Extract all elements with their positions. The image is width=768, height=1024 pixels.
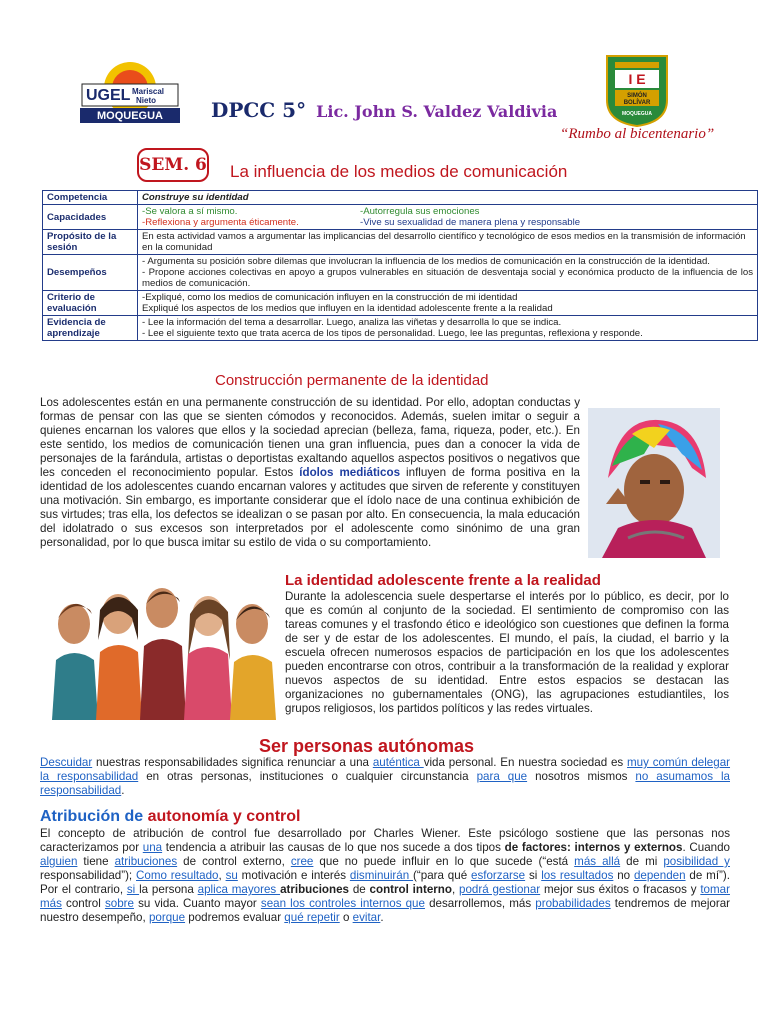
svg-text:Mariscal: Mariscal xyxy=(132,87,165,96)
group-of-teens-photo xyxy=(46,570,278,720)
section-heading-autonomy: Ser personas autónomas xyxy=(259,736,475,756)
svg-text:UGEL: UGEL xyxy=(86,87,131,104)
link-autentica[interactable]: auténtica xyxy=(372,756,424,769)
row-label: Propósito de la sesión xyxy=(43,230,138,255)
svg-text:BOLÍVAR: BOLÍVAR xyxy=(623,100,651,106)
desempenos-value: - Argumenta su posición sobre dilemas que involucran la influencia de los medios de comunicación en la construcción de la identidad. - Propone acciones colectivas en apoyo a grupos vulnerables en situación de desventaja social y económica producto de la influencia de los medios de comunicación. xyxy=(138,255,758,291)
section-heading-reality: La identidad adolescente frente a la realidad xyxy=(285,572,601,589)
link-si[interactable]: si xyxy=(126,883,140,896)
identity-paragraph: Los adolescentes están en una permanente construcción de su identidad. Por ello, adoptan conductas y formas de pensar con las que se sienten cómodos y reconocidos. Además, suelen imitar o seguir a quienes encarnan los valores que ellos y la sociedad aprecian (belleza, fama, riqueza, poder, etc.). En este sentido, los medios de comunicación tienen una gran influencia, pues dan a conocer la vida de personajes de la farándula, artistas o deportistas exaltando aquellos aspectos positivos o negativos que les conceden el reconocimiento popular. Estos ídolos mediáticos influyen de forma positiva en la identidad de los adolescentes cuando encarnan valores y actitudes que sirven de referente y constituyen una motivación. Sin embargo, es importante considerar que el ídolo nace de una continua exhibición de sus virtudes; tras ella, los defectos se idealizan o se pasan por alto. En consecuencia, la mala educación del idolatrado o sus excesos son interpretados por el adolescente como sinónimo de una gran personalidad, por lo que busca imitar su estilo de vida o su comportamiento. xyxy=(40,396,580,549)
link-mas-alla[interactable]: más allá xyxy=(574,855,621,868)
week-label: SEM. 6 xyxy=(139,155,207,175)
link-probabilidades[interactable]: probabilidades xyxy=(535,897,611,910)
link-delegar[interactable]: muy común delegar la responsabilidad xyxy=(40,756,731,783)
link-alguien[interactable]: alguien xyxy=(40,855,78,868)
link-cree[interactable]: cree xyxy=(290,855,314,868)
link-posibilidad[interactable]: posibilidad y xyxy=(663,855,730,868)
table-row xyxy=(43,191,758,205)
reality-paragraph: Durante la adolescencia suele despertarse el interés por lo público, es decir, por lo que es común al conjunto de la sociedad. El sentimiento de compromiso con las tareas comunes y el trasfondo ético e ideológico son cuestiones que definen la forma de ser y de estar de los adolescentes. El mundo, el país, la ciudad, el barrio y la escuela ofrecen numerosos espacios de participación en los que los adolescentes pueden encontrarse con otros, contribuir a la transformación de la realidad y explorar nuevos aspectos de su identidad. Entre estos espacios se destacan las organizaciones no gubernamentales (ONG), las agrupaciones estudiantiles, los grupos religiosos, los partidos políticos y las redes virtuales. xyxy=(285,590,729,715)
link-como-resultado[interactable]: Como resultado xyxy=(136,869,219,882)
section-heading-identity: Construcción permanente de la identidad xyxy=(215,372,489,389)
session-info-table xyxy=(42,190,758,341)
capacidades-right: -Autorregula sus emociones -Vive su sexualidad de manera plena y responsable xyxy=(356,205,758,230)
teacher-name: Lic. John S. Valdez Valdivia xyxy=(316,102,558,121)
colorful-hair-teen-photo xyxy=(588,408,720,558)
svg-text:Nieto: Nieto xyxy=(136,96,156,105)
link-su[interactable]: su xyxy=(225,869,238,882)
row-label: Desempeños xyxy=(43,255,138,291)
link-dependen[interactable]: dependen xyxy=(633,869,686,882)
capacidades-left: -Se valora a sí mismo. -Reflexiona y argumenta éticamente. xyxy=(138,205,357,230)
criterio-value: -Expliqué, como los medios de comunicación influyen en la construcción de mi identidad Expliqué los aspectos de los medios que influyen en la identidad adolescente frente a la realidad xyxy=(138,291,758,316)
table-row xyxy=(43,230,758,255)
link-aplica-mayores[interactable]: aplica mayores xyxy=(197,883,281,896)
autonomy-paragraph: Descuidar nuestras responsabilidades significa renunciar a una auténtica vida personal. En nuestra sociedad es muy común delegar la responsabilidad en otras personas, instituciones o cualquier circunstancia para que nosotros mismos no asumamos la responsabilidad. xyxy=(40,756,731,797)
course-name: DPCC 5° xyxy=(211,98,307,122)
link-sobre[interactable]: sobre xyxy=(104,897,134,910)
ugel-logo xyxy=(78,58,182,126)
link-podra-gestionar[interactable]: podrá gestionar xyxy=(459,883,541,896)
proposito-value: En esta actividad vamos a argumentar las implicancias del desarrollo científico y tecnológico de esos medios en la transmisión de información en la comunidad xyxy=(138,230,758,255)
motto: “Rumbo al bicentenario” xyxy=(560,126,715,142)
row-label: Evidencia de aprendizaje xyxy=(43,316,138,341)
row-label: Criterio de evaluación xyxy=(43,291,138,316)
link-los-resultados[interactable]: los resultados xyxy=(541,869,614,882)
link-descuidar[interactable]: Descuidar xyxy=(40,756,93,769)
svg-text:MOQUEGUA: MOQUEGUA xyxy=(97,110,163,122)
link-esforzarse[interactable]: esforzarse xyxy=(471,869,526,882)
table-row xyxy=(43,205,758,230)
table-row xyxy=(43,291,758,316)
session-title: La influencia de los medios de comunicación xyxy=(230,162,568,181)
link-evitar[interactable]: evitar xyxy=(352,911,381,924)
svg-text:I E: I E xyxy=(628,71,646,87)
link-porque[interactable]: porque xyxy=(148,911,186,924)
svg-text:MOQUEGUA: MOQUEGUA xyxy=(622,111,652,117)
week-badge xyxy=(137,148,209,182)
link-tomar-mas[interactable]: tomar más xyxy=(40,883,730,910)
table-row xyxy=(43,255,758,291)
evidencia-value: - Lee la información del tema a desarrollar. Luego, analiza las viñetas y desarrolla lo que se indica. - Lee el siguiente texto que trata acerca de los tipos de personalidad. Luego, lee las preguntas, reflexiona y responde. xyxy=(138,316,758,341)
row-label: Capacidades xyxy=(43,205,138,230)
table-row xyxy=(43,316,758,341)
section-heading-attribution: Atribución de autonomía y control xyxy=(40,808,301,825)
competencia-value: Construye su identidad xyxy=(138,191,758,205)
link-no-asumamos[interactable]: no asumamos la responsabilidad xyxy=(40,770,730,797)
link-una[interactable]: una xyxy=(142,841,163,854)
attribution-paragraph: El concepto de atribución de control fue desarrollado por Charles Wiener. Este psicólogo sostiene que las personas nos caracterizamos por una tendencia a atribuir las causas de lo que nos sucede a dos tipos de factores: internos y externos. Cuando alguien tiene atribuciones de control externo, cree que no puede influir en lo que sucede (“está más allá de mi posibilidad y responsabilidad”); Como resultado, su motivación e interés disminuirán (“para qué esforzarse si los resultados no dependen de mí”). Por el contrario, si la persona aplica mayores atribuciones de control interno, podrá gestionar mejor sus éxitos o fracasos y tomar más control sobre su vida. Cuanto mayor sean los controles internos que desarrollemos, más probabilidades tendremos de mejorar nuestro desempeño, porque podremos evaluar qué repetir o evitar. xyxy=(40,827,731,924)
course-header xyxy=(211,98,557,122)
link-controles-internos[interactable]: sean los controles internos que xyxy=(260,897,425,910)
link-atribuciones[interactable]: atribuciones xyxy=(114,855,178,868)
link-disminuiran[interactable]: disminuirán xyxy=(349,869,414,882)
row-label: Competencia xyxy=(43,191,138,205)
svg-text:SIMÓN: SIMÓN xyxy=(627,93,647,99)
link-que-repetir[interactable]: qué repetir xyxy=(284,911,340,924)
school-crest-logo xyxy=(603,52,671,128)
link-para-que[interactable]: para que xyxy=(476,770,528,783)
